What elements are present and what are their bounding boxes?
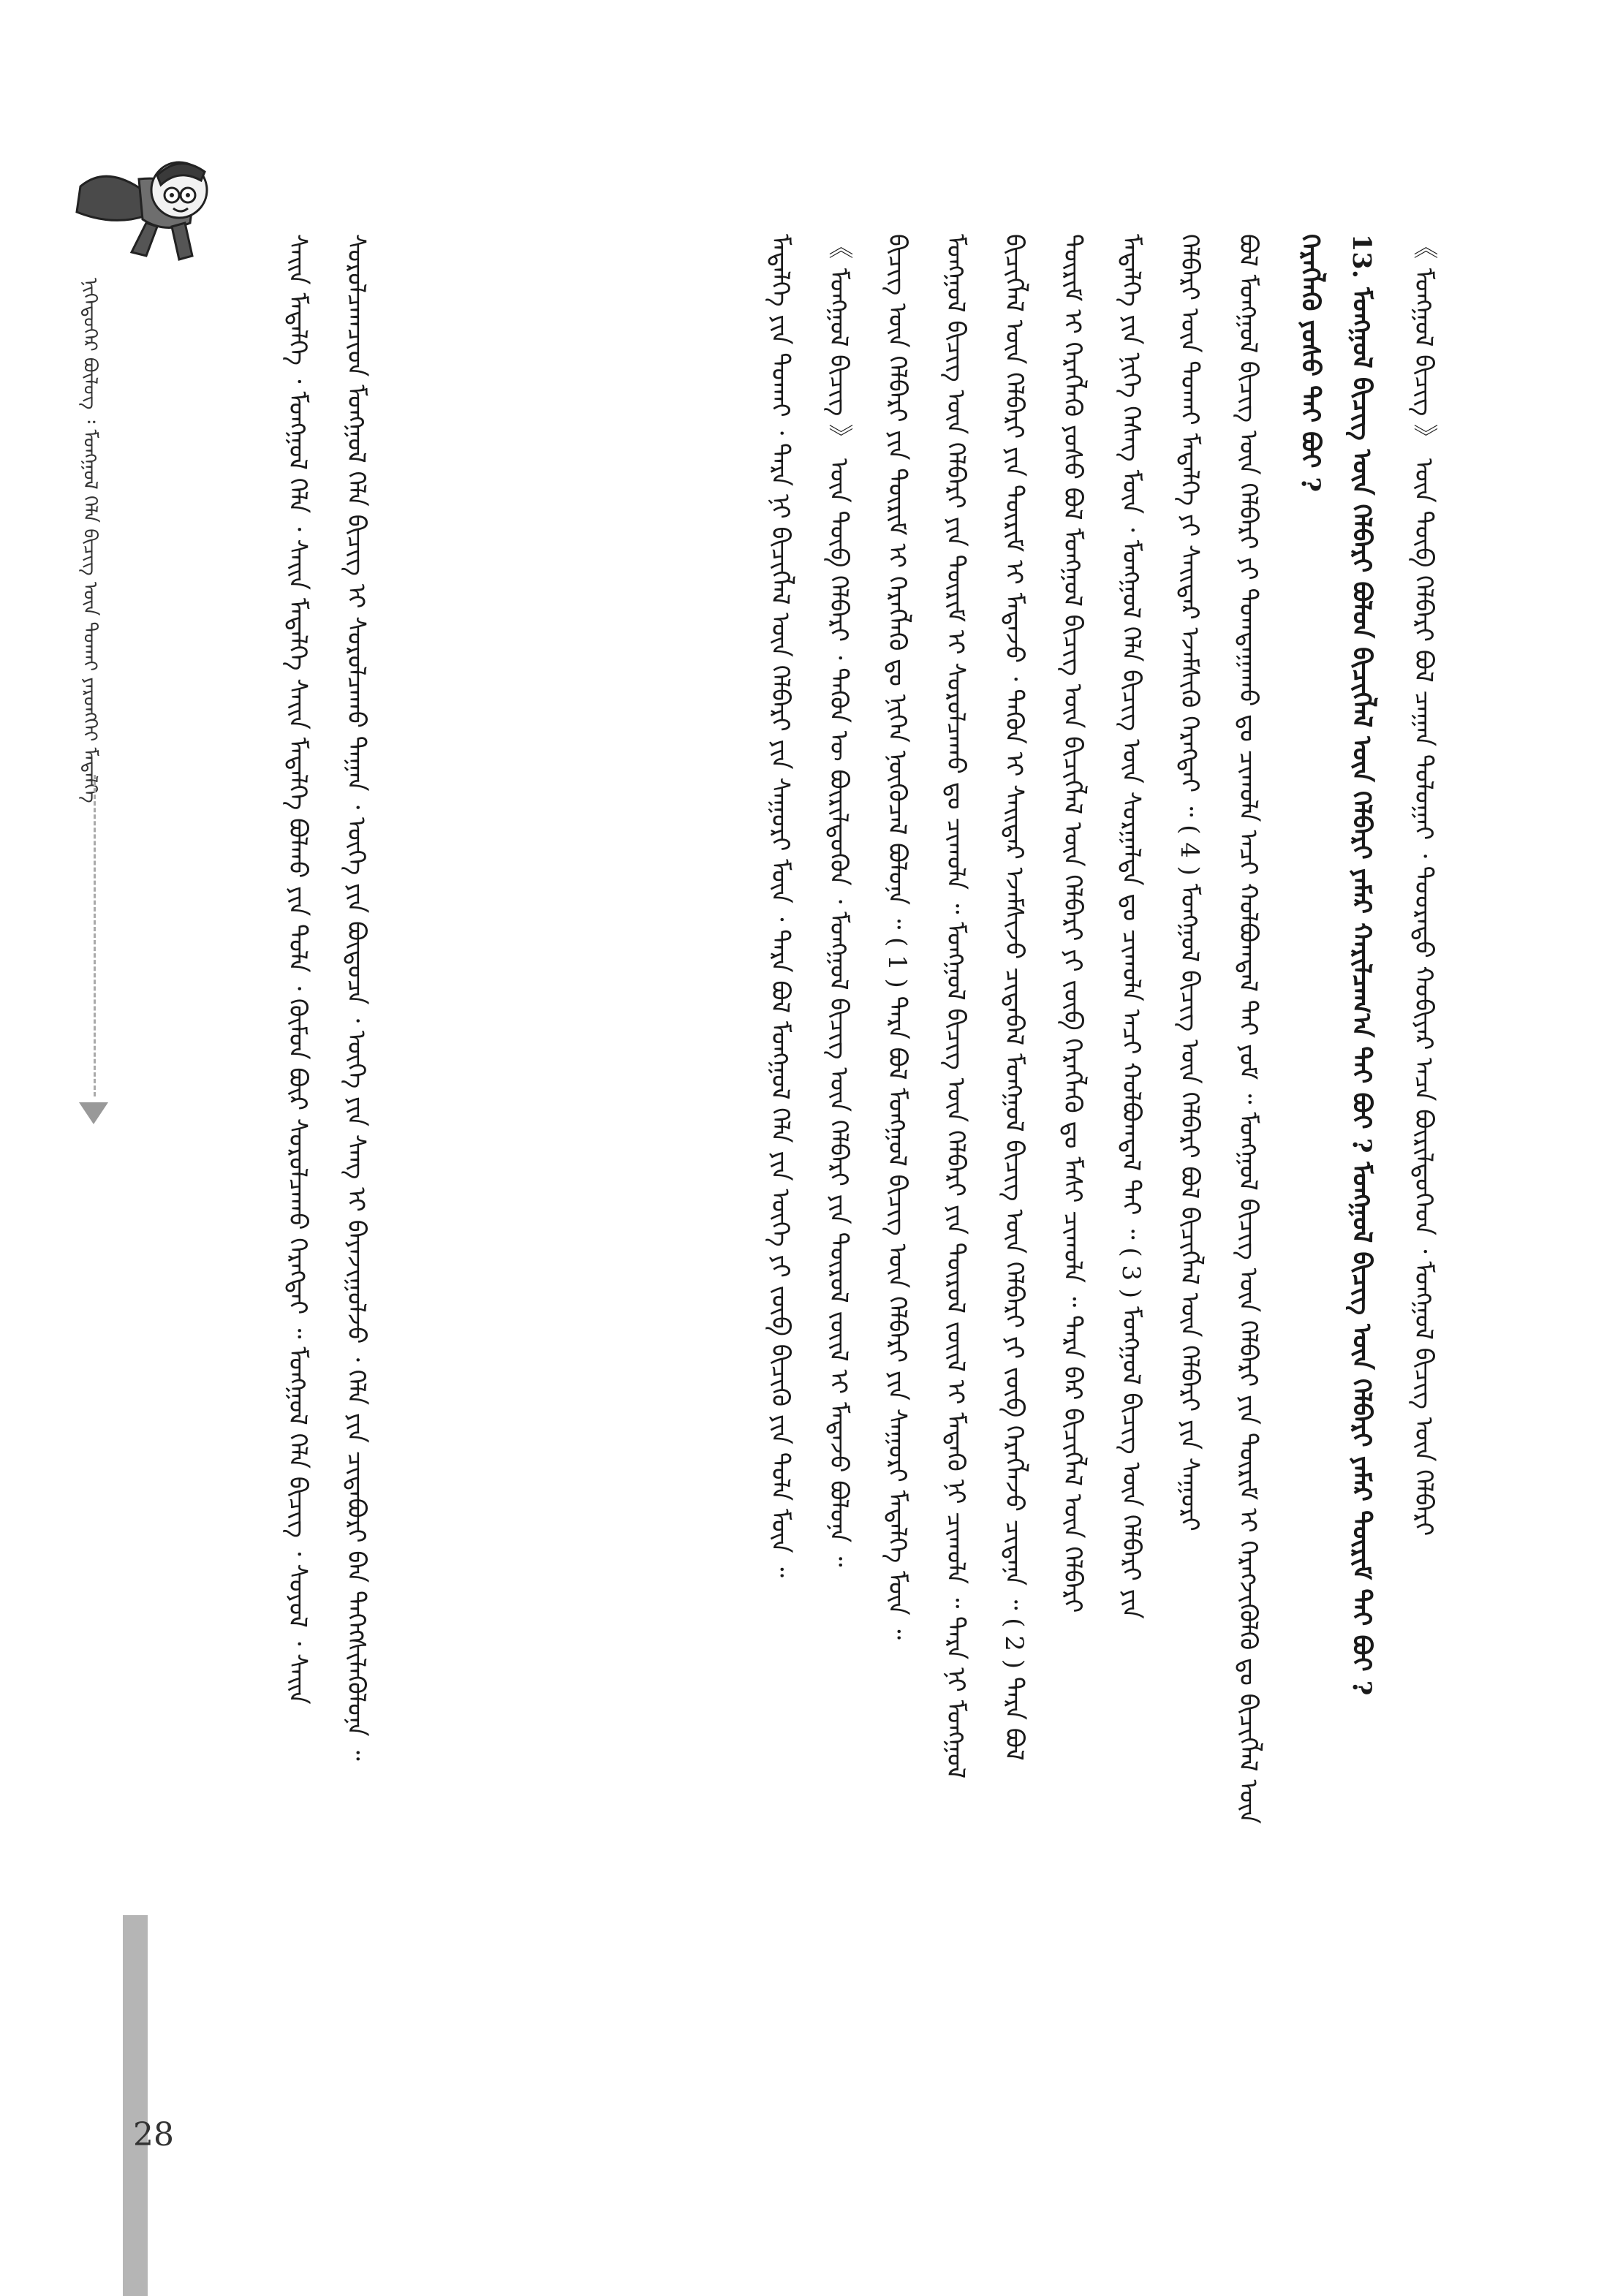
text-column: ᠰᠤᠷᠤᠯᠴᠠᠭᠴᠢᠳ ᠮᠣᠩᠭᠣᠯ ᠬᠡᠯᠡ ᠪᠢᠴᠢᠭ ᠢ ᠰᠤᠷᠤᠯᠴᠠᠬᠤ ᠳᠠᠭᠠᠨ ᠂ ᠦᠭᠡ ᠶᠢᠨ ᠪᠦᠲᠦᠴᠡ ᠂ ᠦᠭᠡ ᠶᠢᠨ ᠰᠠᠩ ᠢ ᠪᠠᠶᠠᠵᠢᠭᠤᠯᠵᠤ ᠂ ᠬᠡᠯᠡ ᠶᠢᠨ ᠴᠢᠳᠠᠪᠤᠷᠢ ᠪᠠᠨ ᠳᠡᠭᠡᠭᠰᠢᠯᠡᠭᠦᠯᠦᠨᠡ ᠃	[341, 234, 371, 1761]
flying-boy-mascot-icon	[62, 135, 223, 267]
side-tab-bar	[123, 1915, 148, 2296]
text-column: ᠪᠢᠴᠢᠭ ᠦᠨ ᠬᠡᠯᠪᠡᠷᠢ ᠶᠢᠨ ᠳᠦᠷᠢᠮ ᠢ ᠬᠡᠷᠡᠭᠯᠡᠬᠦ ᠳᠤ ᠨᠢᠭᠡᠨ ᠨᠥᠬᠦᠴᠡᠯ ᠪᠣᠯᠣᠨᠠ ᠃ ( 1 ) ᠲᠡᠷᠡ ᠪᠣᠯ ᠮᠣᠩᠭᠣᠯ ᠪᠢᠴᠢᠭ ᠦᠨ ᠬᠡᠯᠪᠡᠷᠢ ᠶᠢᠨ ᠰᠠᠭᠤᠷᠢ ᠮᠡᠳᠡᠯᠭᠡ ᠮᠥᠨ ᠃	[882, 234, 912, 1640]
running-head: ᠨᠢᠭᠡᠳᠦᠭᠡᠷ ᠪᠦᠯᠦᠭ ᠄ ᠮᠣᠩᠭᠣᠯ ᠬᠡᠯᠡ ᠪᠢᠴᠢᠭ ᠦᠨ ᠲᠤᠬᠠᠢ ᠶᠡᠷᠦᠩᠬᠡᠢ ᠮᠡᠳᠡᠯᠭᠡ	[79, 278, 101, 803]
text-column: 《 ᠮᠣᠩᠭᠣᠯ ᠪᠢᠴᠢᠭ 》 ᠦᠨ ᠲᠦᠪ ᠬᠡᠯᠪᠡᠷᠢ ᠪᠣᠯ ᠴᠠᠭᠠᠨ ᠲᠣᠯᠣᠭᠠᠢ ᠂ ᠳᠣᠣᠷᠠᠳᠤ ᠬᠤᠪᠢᠶᠠᠷ ᠠᠴᠠ ᠪᠦᠷᠢᠯᠳᠦᠭᠡᠳ ᠂ ᠮᠣᠩᠭᠣᠯ ᠪᠢᠴᠢᠭ ᠦᠨ ᠬᠡᠯᠪᠡᠷᠢ	[1409, 234, 1438, 1537]
text-column: 《 ᠮᠣᠩᠭᠣᠯ ᠪᠢᠴᠢᠭ 》 ᠦᠨ ᠲᠦᠪ ᠬᠡᠯᠪᠡᠷᠢ ᠂ ᠲᠡᠭᠦᠨ ᠦ ᠪᠦᠷᠢᠯᠳᠦᠬᠦᠨ ᠂ ᠮᠣᠩᠭᠣᠯ ᠪᠢᠴᠢᠭ ᠦᠨ ᠬᠡᠯᠪᠡᠷᠢ ᠶᠢᠨ ᠲᠥᠷᠥᠯ ᠵᠦᠢᠯ ᠢ ᠮᠡᠳᠡᠵᠦ ᠪᠣᠯᠣᠨᠠ ᠃	[824, 234, 853, 1567]
text-column: ᠪᠣᠯ ᠮᠣᠩᠭᠣᠯ ᠪᠢᠴᠢᠭ ᠦᠨ ᠬᠡᠯᠪᠡᠷᠢ ᠶᠢ ᠲᠣᠭᠲᠠᠭᠠᠬᠤ ᠳᠤ ᠴᠢᠬᠤᠯᠠ ᠠᠴᠢ ᠬᠣᠯᠪᠣᠭᠳᠠᠯ ᠲᠠᠢ ᠶᠤᠮ ᠃ ᠮᠣᠩᠭᠣᠯ ᠪᠢᠴᠢᠭ ᠦᠨ ᠬᠡᠯᠪᠡᠷᠢ ᠶᠢᠨ ᠳᠦᠷᠢᠮ ᠢ ᠬᠡᠷᠡᠭᠵᠢᠭᠦᠯᠬᠦ ᠳᠤ ᠪᠢᠴᠢᠭᠯᠡᠯ ᠦᠨ	[1233, 234, 1263, 1825]
running-head-dashed-rule	[94, 775, 96, 1096]
text-column: ᠬᠡᠯᠪᠡᠷᠢ ᠦᠨ ᠲᠤᠬᠠᠢ ᠮᠡᠳᠡᠯᠭᠡ ᠶᠢ ᠰᠠᠢᠲᠠᠷ ᠡᠵᠡᠮᠰᠢᠬᠦ ᠬᠡᠷᠡᠭᠲᠡᠢ ᠃ ( 4 ) ᠮᠣᠩᠭᠣᠯ ᠪᠢᠴᠢᠭ ᠦᠨ ᠬᠡᠯᠪᠡᠷᠢ ᠪᠣᠯ ᠪᠢᠴᠢᠭᠯᠡᠯ ᠦᠨ ᠬᠡᠯᠪᠡᠷᠢ ᠶᠢᠨ ᠰᠠᠭᠤᠷᠢ	[1175, 234, 1204, 1531]
text-column: ᠬᠡᠷᠡᠭᠯᠡᠬᠦ ᠶᠣᠰᠣ ᠲᠠᠢ ᠪᠤᠢ ?	[1295, 234, 1325, 493]
text-column: ᠮᠡᠳᠡᠯᠭᠡ ᠶᠢᠨ ᠲᠤᠬᠠᠢ ᠂ ᠲᠡᠷᠡ ᠨᠢ ᠪᠢᠴᠢᠭᠯᠡᠯ ᠦᠨ ᠬᠡᠯᠪᠡᠷᠢ ᠶᠢᠨ ᠰᠠᠭᠤᠷᠢ ᠮᠥᠨ ᠂ ᠲᠡᠷᠡ ᠪᠣᠯ ᠮᠣᠩᠭᠣᠯ ᠬᠡᠯᠡ ᠶᠢᠨ ᠦᠭᠡ ᠶᠢ ᠵᠥᠪ ᠪᠢᠴᠢᠬᠦ ᠶᠢᠨ ᠲᠤᠯᠠ ᠮᠥᠨ ᠃	[765, 234, 795, 1577]
text-column: ᠪᠢᠴᠢᠭᠯᠡᠯ ᠦᠨ ᠬᠡᠯᠪᠡᠷᠢ ᠶᠢᠨ ᠳᠦᠷᠢᠮ ᠢ ᠮᠡᠳᠡᠵᠦ ᠂ ᠲᠡᠭᠦᠨ ᠢ ᠰᠠᠢᠲᠠᠷ ᠡᠵᠡᠮᠰᠢᠵᠦ ᠴᠢᠳᠠᠪᠠᠯ ᠮᠣᠩᠭᠣᠯ ᠪᠢᠴᠢᠭ ᠦᠨ ᠬᠡᠯᠪᠡᠷᠢ ᠶᠢ ᠵᠥᠪ ᠬᠡᠷᠡᠭᠯᠡᠵᠦ ᠴᠢᠳᠠᠨᠠ ᠃ ( 2 ) ᠲᠡᠷᠡ ᠪᠣᠯ	[999, 234, 1029, 1761]
text-column: ᠮᠡᠳᠡᠯᠭᠡ ᠶᠢᠨ ᠨᠢᠭᠡ ᠬᠡᠰᠡᠭ ᠮᠥᠨ ᠂ ᠮᠣᠩᠭᠣᠯ ᠬᠡᠯᠡ ᠪᠢᠴᠢᠭ ᠦᠨ ᠰᠤᠷᠭᠠᠯᠲᠠ ᠳᠤ ᠴᠢᠬᠤᠯᠠ ᠠᠴᠢ ᠬᠣᠯᠪᠣᠭᠳᠠᠯ ᠲᠠᠢ ᠃ ( 3 ) ᠮᠣᠩᠭᠣᠯ ᠪᠢᠴᠢᠭ ᠦᠨ ᠬᠡᠯᠪᠡᠷᠢ ᠶᠢᠨ	[1116, 234, 1146, 1619]
down-arrow-icon	[79, 1102, 108, 1124]
text-column: ᠮᠣᠩᠭᠣᠯ ᠪᠢᠴᠢᠭ ᠦᠨ ᠬᠡᠯᠪᠡᠷᠢ ᠶᠢᠨ ᠳᠦᠷᠢᠮ ᠢ ᠰᠤᠷᠤᠯᠴᠠᠬᠤ ᠳᠤ ᠴᠢᠬᠤᠯᠠ ᠃ ᠮᠣᠩᠭᠣᠯ ᠪᠢᠴᠢᠭ ᠦᠨ ᠬᠡᠯᠪᠡᠷᠢ ᠶᠢᠨ ᠲᠥᠷᠥᠯ ᠵᠦᠢᠯ ᠢ ᠮᠡᠳᠡᠬᠦ ᠨᠢ ᠴᠢᠬᠤᠯᠠ ᠃ ᠲᠡᠷᠡ ᠨᠢ ᠮᠣᠩᠭᠣᠯ	[941, 234, 970, 1779]
page-number: 28	[133, 2116, 174, 2153]
text-column: ᠰᠠᠢᠨ ᠮᠡᠳᠡᠯᠭᠡ ᠂ ᠮᠣᠩᠭᠣᠯ ᠬᠡᠯᠡ ᠂ ᠰᠠᠢᠨ ᠮᠡᠳᠡᠯᠭᠡ ᠰᠠᠢᠨ ᠮᠡᠳᠡᠯᠭᠡ ᠪᠣᠯᠬᠤ ᠶᠢᠨ ᠲᠤᠯᠠ ᠂ ᠬᠦᠮᠦᠨ ᠪᠦᠷ ᠰᠤᠷᠤᠯᠴᠠᠬᠤ ᠬᠡᠷᠡᠭᠲᠡᠢ ᠃ ᠮᠣᠩᠭᠣᠯ ᠬᠡᠯᠡ ᠪᠢᠴᠢᠭ ᠂ ᠰᠣᠶᠤᠯ ᠂ ᠰᠠᠢᠨ	[283, 234, 312, 1705]
text-column: ᠳᠦᠷᠢᠮ ᠢ ᠬᠡᠷᠡᠭᠯᠡᠬᠦ ᠶᠣᠰᠣ ᠪᠣᠯ ᠮᠣᠩᠭᠣᠯ ᠪᠢᠴᠢᠭ ᠦᠨ ᠪᠢᠴᠢᠭᠯᠡᠯ ᠦᠨ ᠬᠡᠯᠪᠡᠷᠢ ᠶᠢ ᠵᠥᠪ ᠬᠡᠷᠡᠭᠯᠡᠬᠦ ᠳᠤ ᠮᠠᠰᠢ ᠴᠢᠬᠤᠯᠠ ᠃ ᠲᠡᠷᠡ ᠪᠡᠷ ᠪᠢᠴᠢᠭᠯᠡᠯ ᠦᠨ ᠬᠡᠯᠪᠡᠷᠢ	[1058, 234, 1087, 1613]
text-column: 13. ᠮᠣᠩᠭᠣᠯ ᠪᠢᠴᠢᠭ ᠦᠨ ᠬᠡᠯᠪᠡᠷᠢ ᠪᠣᠯᠣᠨ ᠪᠢᠴᠢᠭᠯᠡᠯ ᠦᠨ ᠬᠡᠯᠪᠡᠷᠢ ᠶᠠᠮᠠᠷ ᠬᠠᠷᠢᠯᠴᠠᠭ᠎ᠠ ᠲᠠᠢ ᠪᠤᠢ ? ᠮᠣᠩᠭᠣᠯ ᠪᠢᠴᠢᠭ ᠦᠨ ᠬᠡᠯᠪᠡᠷᠢ ᠶᠠᠮᠠᠷ ᠳᠦᠷᠢᠮ ᠲᠠᠢ ᠪᠤᠢ ?	[1347, 234, 1377, 1696]
